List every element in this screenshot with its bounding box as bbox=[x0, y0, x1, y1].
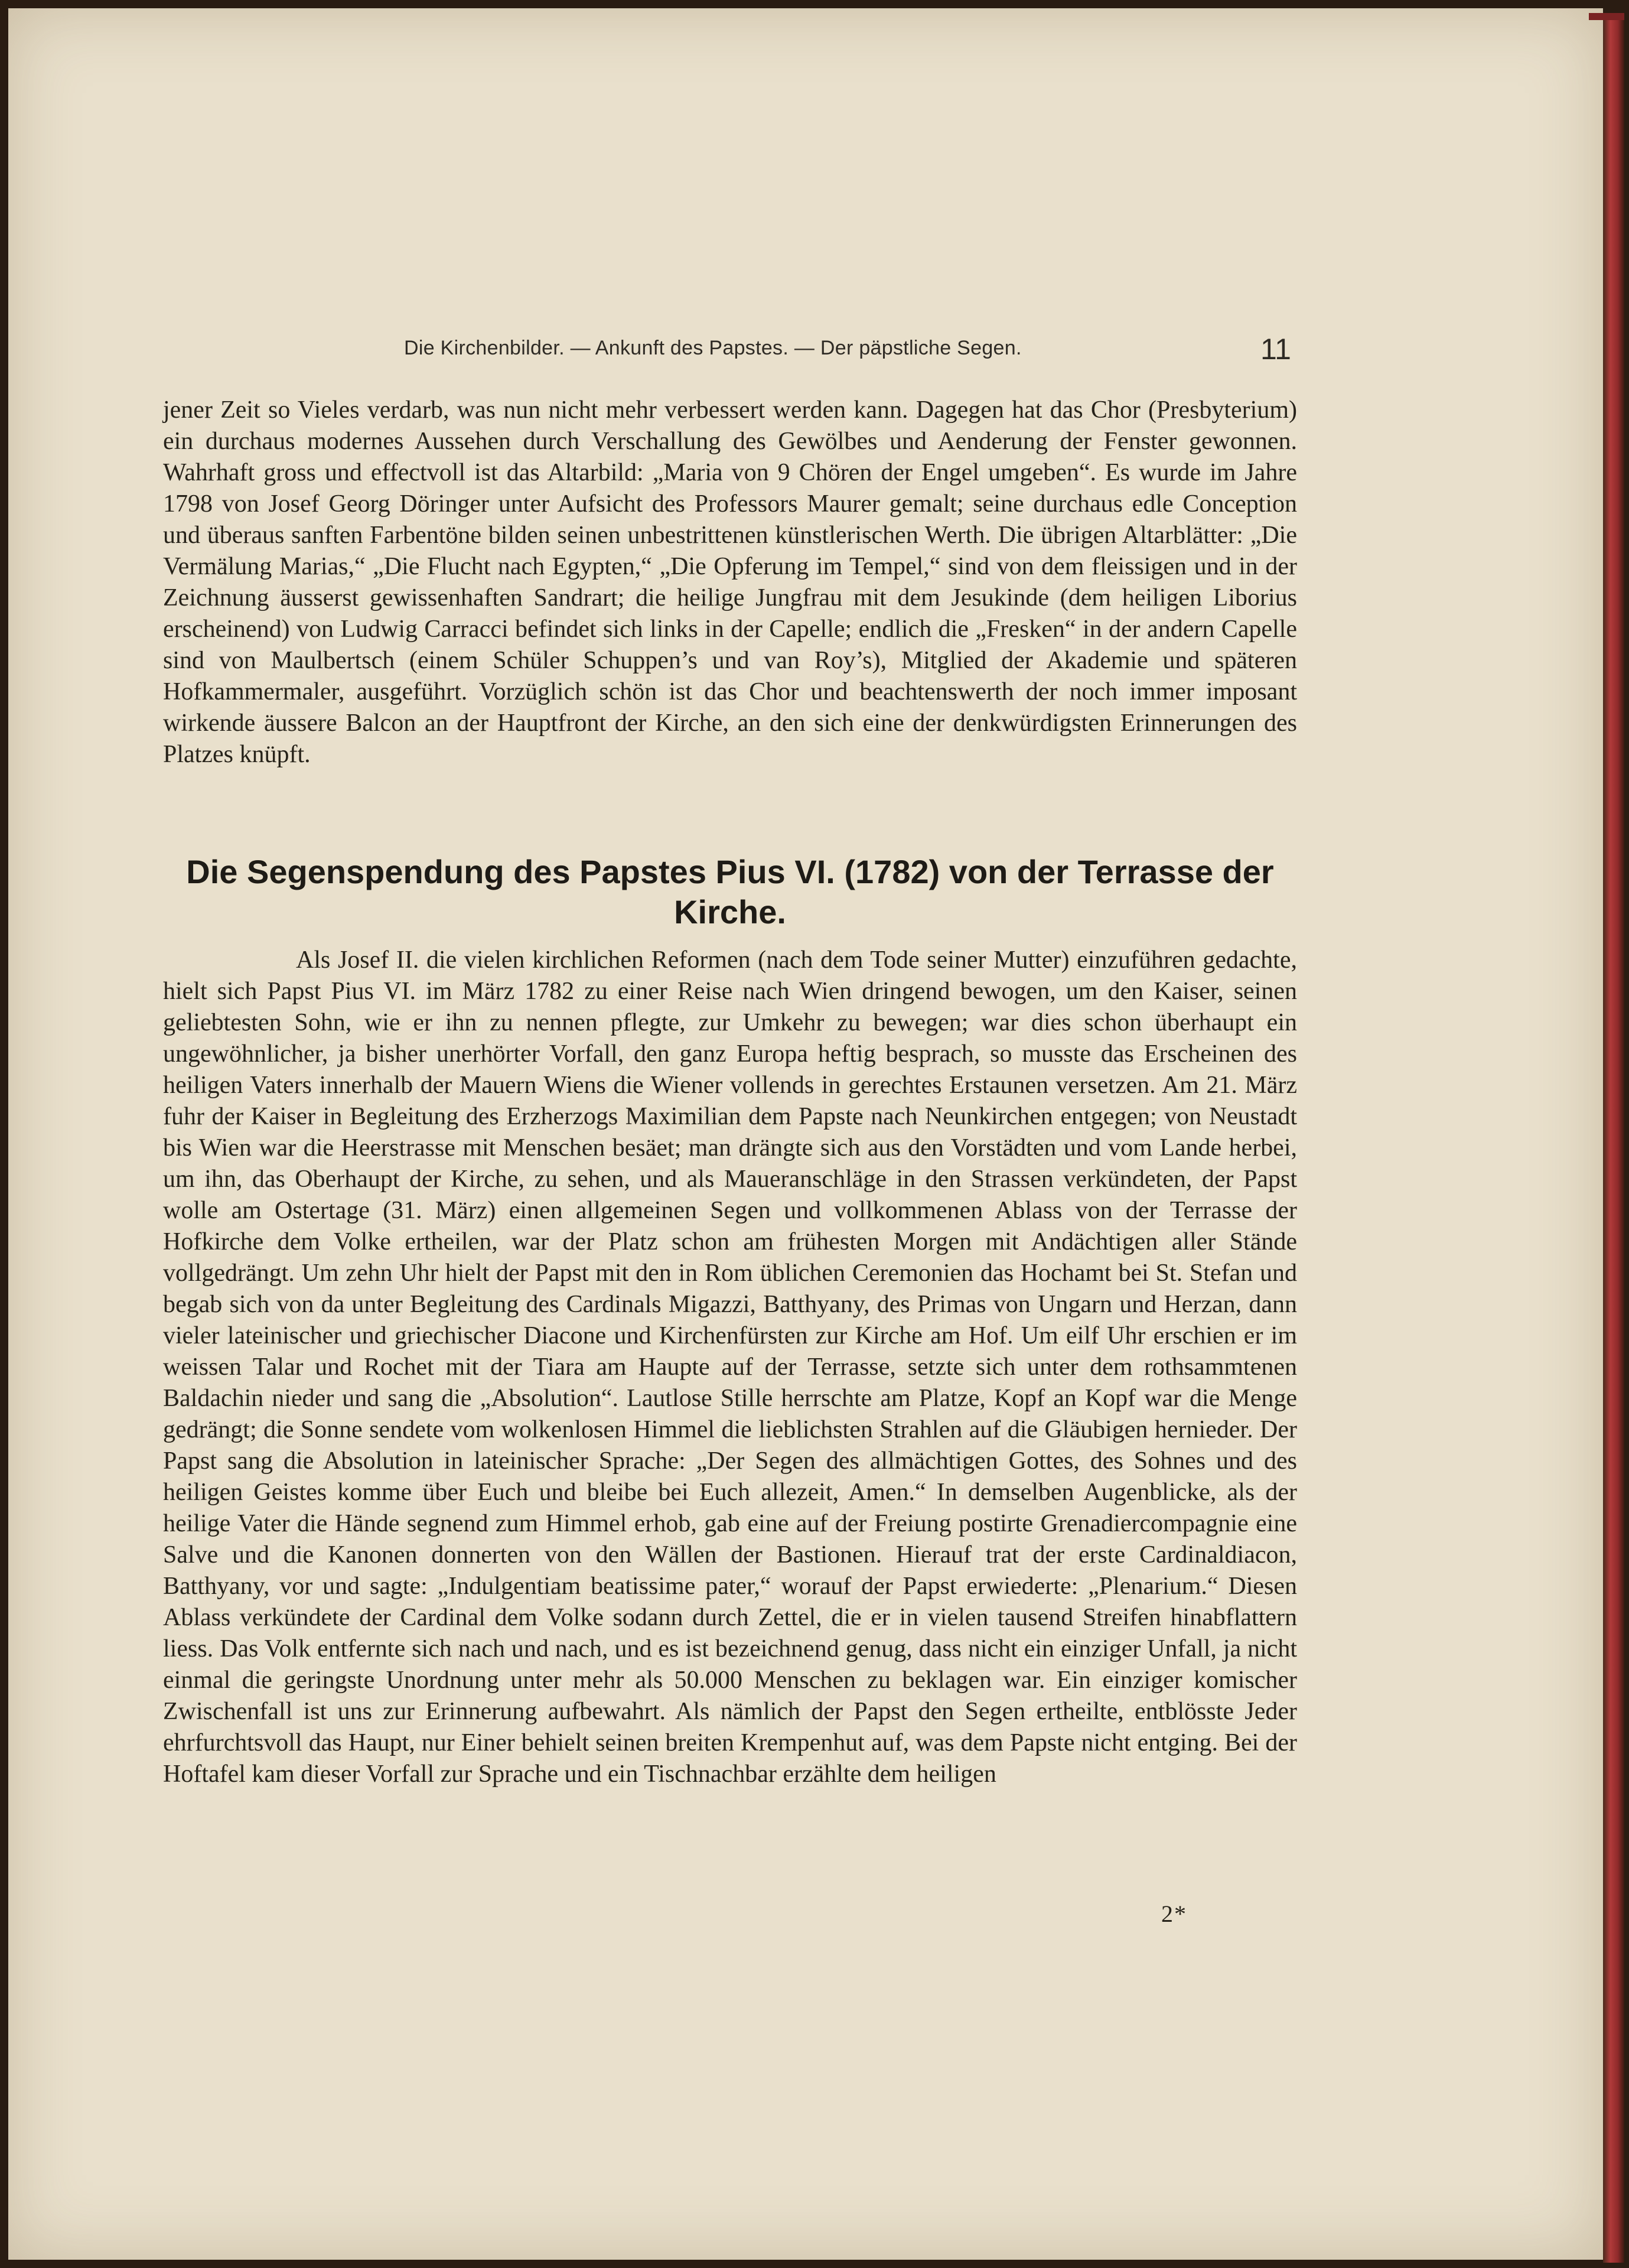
body-paragraph-1: jener Zeit so Vieles verdarb, was nun nicht mehr verbessert werden kann. Dagegen hat das Chor (Presbyterium) ein durchaus modernes Aussehen durch Verschallung des Gewölbes und Aenderung der Fenster gewonnen. Wahrhaft gross und effectvoll ist das Altarbild: „Maria von 9 Chören der Engel umgeben“. Es wurde im Jahre 1798 von Josef Georg Döringer unter Aufsicht des Professors Maurer gemalt; seine durchaus edle Conception und überaus sanften Farbentöne bilden seinen unbestrittenen künstlerischen Werth. Die übrigen Altarblätter: „Die Vermälung Marias,“ „Die Flucht nach Egypten,“ „Die Opferung im Tempel,“ sind von dem fleissigen und in der Zeichnung äusserst gewissenhaften Sandrart; die heilige Jungfrau mit dem Jesukinde (dem heiligen Liborius erscheinend) von Ludwig Carracci befindet sich links in der Capelle; endlich die „Fresken“ in der andern Capelle sind von Maulbertsch (einem Schüler Schuppen’s und van Roy’s), Mitglied der Akademie und späteren Hofkammermaler, ausgeführt. Vorzüglich schön ist das Chor und beachtenswerth der noch immer imposant wirkende äussere Balcon an der Hauptfront der Kirche, an den sich eine der denkwürdigsten Erinnerungen des Platzes knüpft. bbox=[163, 396, 1297, 768]
running-header: Die Kirchenbilder. — Ankunft des Papstes. — Der päpstliche Segen. bbox=[404, 337, 1022, 359]
section-heading: Die Segenspendung des Papstes Pius VI. (1782) von der Terrasse der Kirche. bbox=[186, 853, 1274, 930]
book-edge-top bbox=[1589, 13, 1624, 20]
book-edge bbox=[1603, 13, 1624, 2263]
signature-mark: 2* bbox=[1161, 1901, 1187, 1927]
book-page bbox=[8, 8, 1603, 2260]
page-number: 11 bbox=[1260, 333, 1291, 366]
body-paragraph-2: Als Josef II. die vielen kirchlichen Reformen (nach dem Tode seiner Mutter) einzuführen gedachte, hielt sich Papst Pius VI. im März 1782 zu einer Reise nach Wien dringend bewogen, um den Kaiser, seinen geliebtesten Sohn, wie er ihn zu nennen pflegte, zur Umkehr zu bewegen; war dies schon überhaupt ein ungewöhnlicher, ja bisher unerhörter Vorfall, den ganz Europa heftig besprach, so musste das Erscheinen des heiligen Vaters innerhalb der Mauern Wiens die Wiener vollends in gerechtes Erstaunen versetzen. Am 21. März fuhr der Kaiser in Begleitung des Erzherzogs Maximilian dem Papste nach Neunkirchen entgegen; von Neustadt bis Wien war die Heerstrasse mit Menschen besäet; man drängte sich aus den Vorstädten und vom Lande herbei, um ihn, das Oberhaupt der Kirche, zu sehen, und als Maueranschläge in den Strassen verkündeten, der Papst wolle am Ostertage (31. März) einen allgemeinen Segen und vollkommenen Ablass von der Terrasse der Hofkirche dem Volke ertheilen, war der Platz schon am frühesten Morgen mit Andächtigen aller Stände vollgedrängt. Um zehn Uhr hielt der Papst mit den in Rom üblichen Ceremonien das Hochamt bei St. Stefan und begab sich von da unter Begleitung des Cardinals Migazzi, Batthyany, des Primas von Ungarn und Herzan, dann vieler lateinischer und griechischer Diacone und Kirchenfürsten zur Kirche am Hof. Um eilf Uhr erschien er im weissen Talar und Rochet mit der Tiara am Haupte auf der Terrasse, setzte sich unter dem rothsammtenen Baldachin nieder und sang die „Absolution“. Lautlose Stille herrschte am Platze, Kopf an Kopf war die Menge gedrängt; die Sonne sendete vom wolkenlosen Himmel die lieblichsten Strahlen auf die Gläubigen hernieder. Der Papst sang die Absolution in lateinischer Sprache: „Der Segen des allmächtigen Gottes, des Sohnes und des heiligen Geistes komme über Euch und bleibe bei Euch allezeit, Amen.“ In demselben Augenblicke, als der heilige Vater die Hände segnend zum Himmel erhob, gab eine auf der Freiung postirte Grenadiercompagnie eine Salve und die Kanonen donnerten von den Wällen der Bastionen. Hierauf trat der erste Cardinaldiacon, Batthyany, vor und sagte: „Indulgentiam beatissime pater,“ worauf der Papst erwiederte: „Plenarium.“ Diesen Ablass verkündete der Cardinal dem Volke sodann durch Zettel, die er in vielen tausend Streifen hinabflattern liess. Das Volk entfernte sich nach und nach, und es ist bezeichnend genug, dass nicht ein einziger Unfall, ja nicht einmal die geringste Unordnung unter mehr als 50.000 Menschen zu beklagen war. Ein einziger komischer Zwischenfall ist uns zur Erinnerung aufbewahrt. Als nämlich der Papst den Segen ertheilte, entblösste Jeder ehrfurchtsvoll das Haupt, nur Einer behielt seinen breiten Krempenhut auf, was dem Papste nicht entging. Bei der Hoftafel kam dieser Vorfall zur Sprache und ein Tischnachbar erzählte dem heiligen bbox=[163, 946, 1297, 1788]
